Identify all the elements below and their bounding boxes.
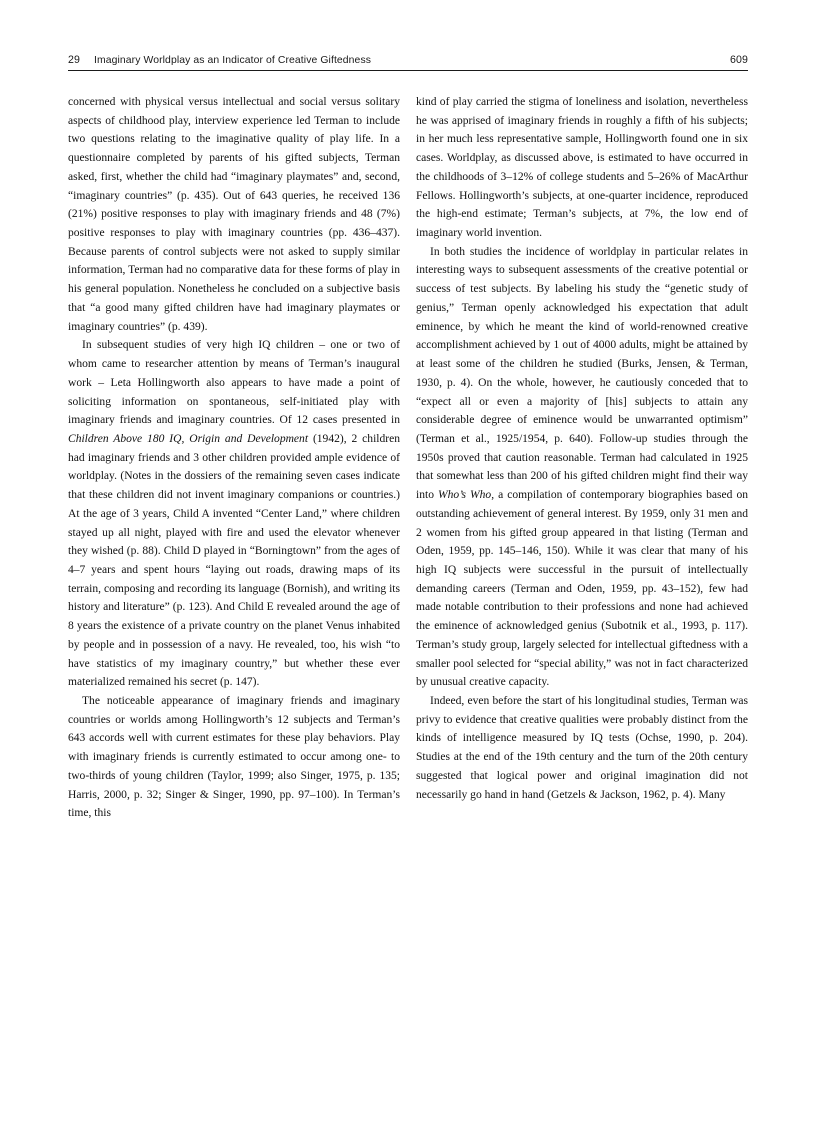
paragraph: In subsequent studies of very high IQ children – one or two of whom came to researcher attention by means of Terman’s inaugural work – Leta Hollingworth also appears to have made a point of soliciting information on spontaneous, self-initiated play with imaginary friends and imaginary countries. Of 12 cases presented in Children Above 180 IQ, Origin and Development (1942), 2 children had imaginary friends and 3 other children provided ample evidence of worldplay. (Notes in the dossiers of the remaining seven cases indicate that these children did not invent imaginary companions or countries.) At the age of 3 years, Child A invented “Center Land,” where children stayed up all night, played with fire and used the elevator whenever they wished (p. 88). Child D played in “Borningtown” from the ages of 4–7 years and spent hours “laying out roads, drawing maps of its terrain, composing and recording its language (Bornish), and writing its history and literature” (p. 123). And Child E revealed around the age of 8 years the existence of a private country on the planet Venus inhabited by people and in possession of a navy. He revealed, too, his wish “to have statistics of my imaginary country,” but whether these ever materialized remained his secret (p. 147). [68, 339, 400, 689]
running-head [68, 54, 748, 71]
paragraph: concerned with physical versus intellectual and social versus solitary aspects of childhood play, interview experience led Terman to include two questions relating to the imaginative quality of play life. In a questionnaire completed by parents of his gifted subjects, Terman asked, first, whether the child had “imaginary playmates” and, second, “imaginary countries” (p. 435). Out of 643 queries, he received 136 (21%) positive responses to play with imaginary friends and 48 (7%) positive responses to play with imaginary countries (pp. 436–437). Because parents of control subjects were not asked to supply similar information, Terman had no comparative data for these forms of play in his general population. Nonetheless he concluded on a subjective basis that “a good many gifted children have had imaginary playmates or imaginary countries” (p. 439). [68, 96, 400, 333]
right-column [416, 93, 748, 1023]
italic-title: Who’s Who [438, 489, 492, 502]
paragraph: The noticeable appearance of imaginary friends and imaginary countries or worlds among Hollingworth’s 12 subjects and Terman’s 643 accords well with current estimates for these play behaviors. Play with imaginary friends is currently estimated to occur among one- to two-thirds of young children (Taylor, 1999; also Singer, 1975, p. 135; Harris, 2000, p. 32; Singer & Singer, 1990, pp. 97–100). In Terman’s time, this [68, 695, 400, 820]
chapter-number: 29 [68, 54, 80, 66]
paragraph: kind of play carried the stigma of loneliness and isolation, nevertheless he was apprised of imaginary friends in roughly a fifth of his subjects; in her much less representative sample, Hollingworth found one in six cases. Worldplay, as discussed above, is estimated to have occurred in the childhoods of 3–12% of college students and 5–26% of MacArthur Fellows. Hollingworth’s subjects, at one-quarter incidence, reproduced the high-end estimate; Terman’s subjects, at 7%, the low end of imaginary world invention. [416, 96, 748, 240]
body-columns [68, 93, 748, 1023]
paragraph: Indeed, even before the start of his longitudinal studies, Terman was privy to evidence that creative qualities were probably distinct from the kinds of intelligence measured by IQ tests (Ochse, 1990, p. 204). Studies at the end of the 19th century and the turn of the 20th century suggested that logical power and original imagination did not necessarily go hand in hand (Getzels & Jackson, 1962, p. 4). Many [416, 695, 748, 801]
chapter-title: Imaginary Worldplay as an Indicator of Creative Giftedness [93, 55, 372, 66]
left-column [68, 93, 400, 1023]
italic-title: Children Above 180 IQ, Origin and Development [68, 432, 309, 445]
paragraph: In both studies the incidence of worldplay in particular relates in interesting ways to subsequent assessments of the creative potential or success of test subjects. By labeling his study the “genetic study of genius,” Terman openly acknowledged his expectation that adult eminence, by which he meant the kind of world-renowned creative accomplishment achieved by 1 out of 4000 adults, might be attained by at least some of the children he studied (Burks, Jensen, & Terman, 1930, p. 4). On the whole, however, he cautiously conceded that to “expect all or even a majority of [his] subjects to attain any considerable degree of eminence would be unwarranted optimism” (Terman et al., 1925/1954, p. 640). Follow-up studies through the 1950s proved that caution reasonable. Terman had calculated in 1925 that somewhat less than 200 of his gifted children might find their way into Who’s Who, a compilation of contemporary biographies based on outstanding achievement of general interest. By 1959, only 31 men and 2 women from his gifted group appeared in that listing (Terman and Oden, 1959, pp. 145–146, 150). While it was clear that many of his high IQ subjects were successful in the pursuit of intellectually demanding careers (Terman and Oden, 1959, pp. 43–152), few had made notable contribution to their professions and none had achieved the eminence of acknowledged genius (Subotnik et al., 1993, p. 117). Terman’s study group, largely selected for intellectual giftedness with a smaller pool selected for “special ability,” was not in fact characterized by unusual creative capacity. [416, 245, 749, 689]
page-number: 609 [730, 54, 748, 66]
